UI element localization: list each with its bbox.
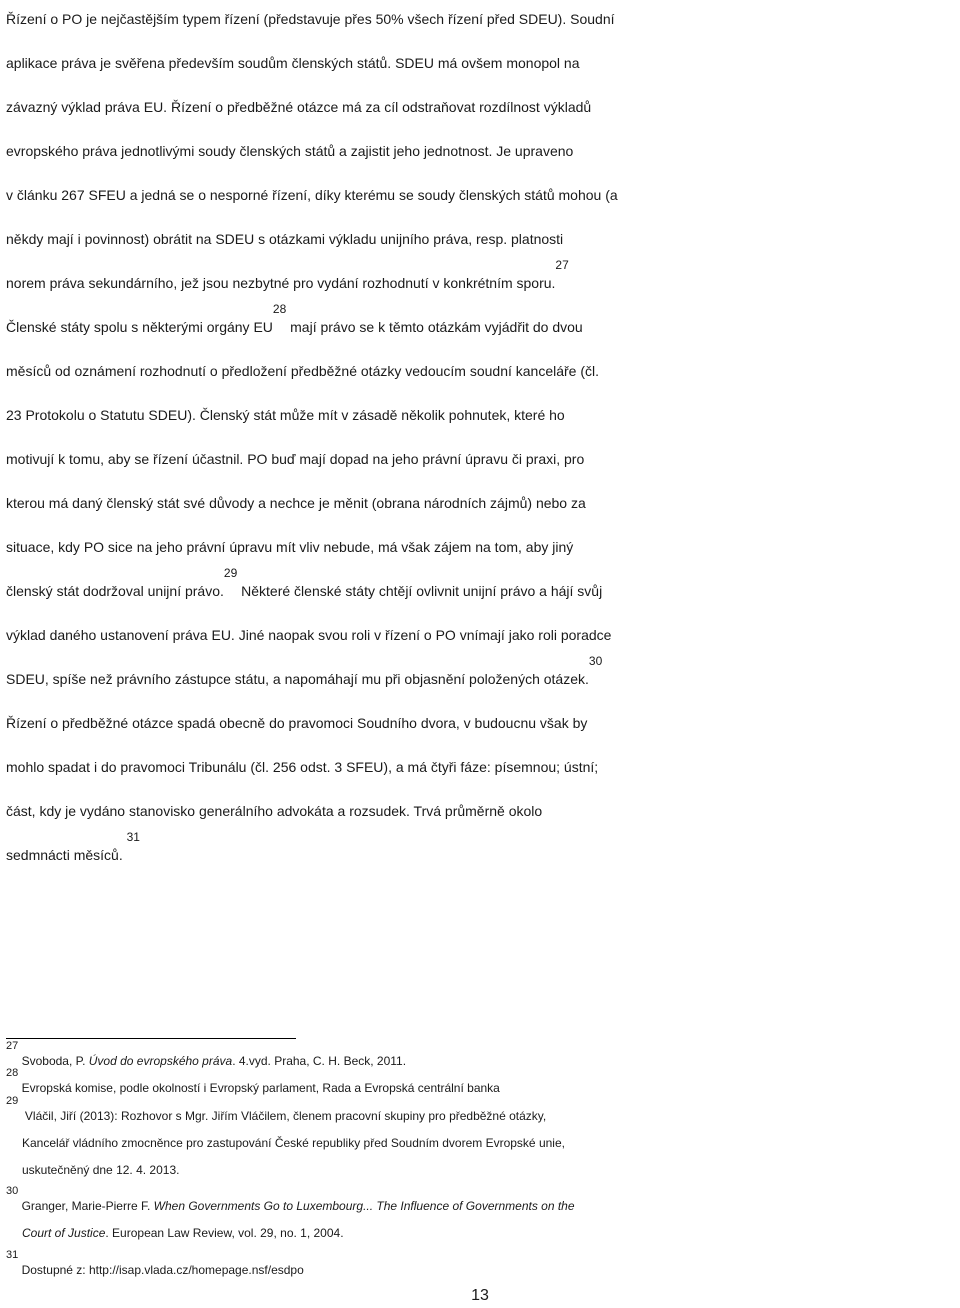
footnote-ref[interactable]: 29	[223, 566, 238, 580]
footnote-title: Úvod do evropského práva	[88, 1054, 233, 1068]
body-line: 23 Protokolu o Statutu SDEU). Členský stát může mít v zásadě několik pohnutek, které ho	[6, 407, 565, 423]
body-line: kterou má daný členský stát své důvody a nechce je měnit (obrana národních zájmů) nebo za	[6, 495, 586, 511]
footnote-text: Granger, Marie-Pierre F.	[21, 1199, 154, 1213]
footnote-number: 28	[6, 1067, 19, 1079]
page-number: 13	[471, 1287, 489, 1304]
body-line-text: Některé členské státy chtějí ovlivnit unijní právo a hájí svůj	[241, 583, 603, 599]
body-line: někdy mají i povinnost) obrátit na SDEU s otázkami výkladu unijního práva, resp. platnosti	[6, 231, 564, 247]
footnote-text: Evropská komise, podle okolností i Evropský parlament, Rada a Evropská centrální banka	[21, 1081, 500, 1095]
footnote-30	[6, 1185, 956, 1218]
footnote-text: Vláčil, Jiří (2013): Rozhovor s Mgr. Jiřím Vláčilem, členem pracovní skupiny pro předběžné otázky,	[24, 1109, 547, 1123]
footnote-ref[interactable]: 31	[126, 830, 140, 844]
body-line: část, kdy je vydáno stanovisko generálního advokáta a rozsudek. Trvá průměrně okolo	[6, 803, 543, 819]
footnote-title: When Governments Go to Luxembourg... The Influence of Governments on the	[153, 1199, 575, 1213]
body-line	[6, 302, 956, 341]
footnote-separator	[6, 1038, 296, 1039]
body-line-text: SDEU, spíše než právního zástupce státu, a napomáhají mu při objasnění položených otázek.	[6, 671, 589, 687]
body-line-text: Členské státy spolu s některými orgány EU	[6, 319, 273, 335]
body-line: situace, kdy PO sice na jeho právní úpravu mít vliv nebude, má však zájem na tom, aby jiný	[6, 539, 574, 555]
footnote-text: . 4.vyd. Praha, C. H. Beck, 2011.	[232, 1054, 407, 1068]
body-line	[6, 654, 956, 693]
body-line-text: mají právo se k těmto otázkám vyjádřit do dvou	[290, 319, 583, 335]
body-line: závazný výklad práva EU. Řízení o předběžné otázce má za cíl odstraňovat rozdílnost výkladů	[6, 99, 592, 115]
body-line	[6, 830, 956, 869]
body-line: evropského práva jednotlivými soudy členských států a zajistit jeho jednotnost. Je upraveno	[6, 143, 574, 159]
footnote-29-cont	[6, 1131, 956, 1155]
body-line: motivují k tomu, aby se řízení účastnil. PO buď mají dopad na jeho právní úpravu či praxi, pro	[6, 451, 585, 467]
body-line: v článku 267 SFEU a jedná se o nesporné řízení, díky kterému se soudy členských států mohou (a	[6, 187, 618, 203]
footnote-number: 31	[6, 1249, 19, 1261]
footnote-ref[interactable]: 28	[272, 302, 287, 316]
body-line-text: sedmnácti měsíců.	[6, 847, 123, 863]
footnote-text: . European Law Review, vol. 29, no. 1, 2004.	[105, 1226, 344, 1240]
body-line-text: norem práva sekundárního, jež jsou nezbytné pro vydání rozhodnutí v konkrétním sporu.	[6, 275, 556, 291]
footnote-text: uskutečněný dne 12. 4. 2013.	[22, 1163, 180, 1177]
footnote-text: Svoboda, P.	[21, 1054, 89, 1068]
body-line	[6, 566, 956, 605]
footnote-title: Court of Justice	[22, 1226, 106, 1240]
body-line: výklad daného ustanovení práva EU. Jiné naopak svou roli v řízení o PO vnímají jako roli poradce	[6, 627, 612, 643]
footnote-number: 27	[6, 1040, 19, 1052]
footnote-29	[6, 1095, 956, 1128]
footnote-text: Kancelář vládního zmocněnce pro zastupování České republiky před Soudním dvorem Evropské unie,	[22, 1136, 565, 1150]
body-line: měsíců od oznámení rozhodnutí o předložení předběžné otázky vedoucím soudní kanceláře (čl.	[6, 363, 600, 379]
footnote-number: 30	[6, 1185, 19, 1197]
footnote-29-cont	[6, 1158, 956, 1182]
body-line: aplikace práva je svěřena především soudům členských států. SDEU má ovšem monopol na	[6, 55, 580, 71]
body-line	[6, 258, 956, 297]
body-line: Řízení o předběžné otázce spadá obecně do pravomoci Soudního dvora, v budoucnu však by	[6, 715, 588, 731]
body-line: mohlo spadat i do pravomoci Tribunálu (čl. 256 odst. 3 SFEU), a má čtyři fáze: písemnou; ústní;	[6, 759, 599, 775]
footnote-31	[6, 1249, 956, 1282]
footnote-ref[interactable]: 30	[588, 654, 603, 668]
footnote-28	[6, 1067, 956, 1100]
footnote-ref[interactable]: 27	[555, 258, 569, 272]
footnote-link[interactable]: Dostupné z: http://isap.vlada.cz/homepage.nsf/esdpo	[21, 1263, 304, 1277]
footnote-number: 29	[6, 1095, 19, 1107]
body-line-text: členský stát dodržoval unijní právo.	[6, 583, 224, 599]
body-line: Řízení o PO je nejčastějším typem řízení (představuje přes 50% všech řízení před SDEU). Soudní	[6, 11, 615, 27]
footnote-30-cont	[6, 1221, 956, 1245]
footnote-27	[6, 1040, 956, 1073]
